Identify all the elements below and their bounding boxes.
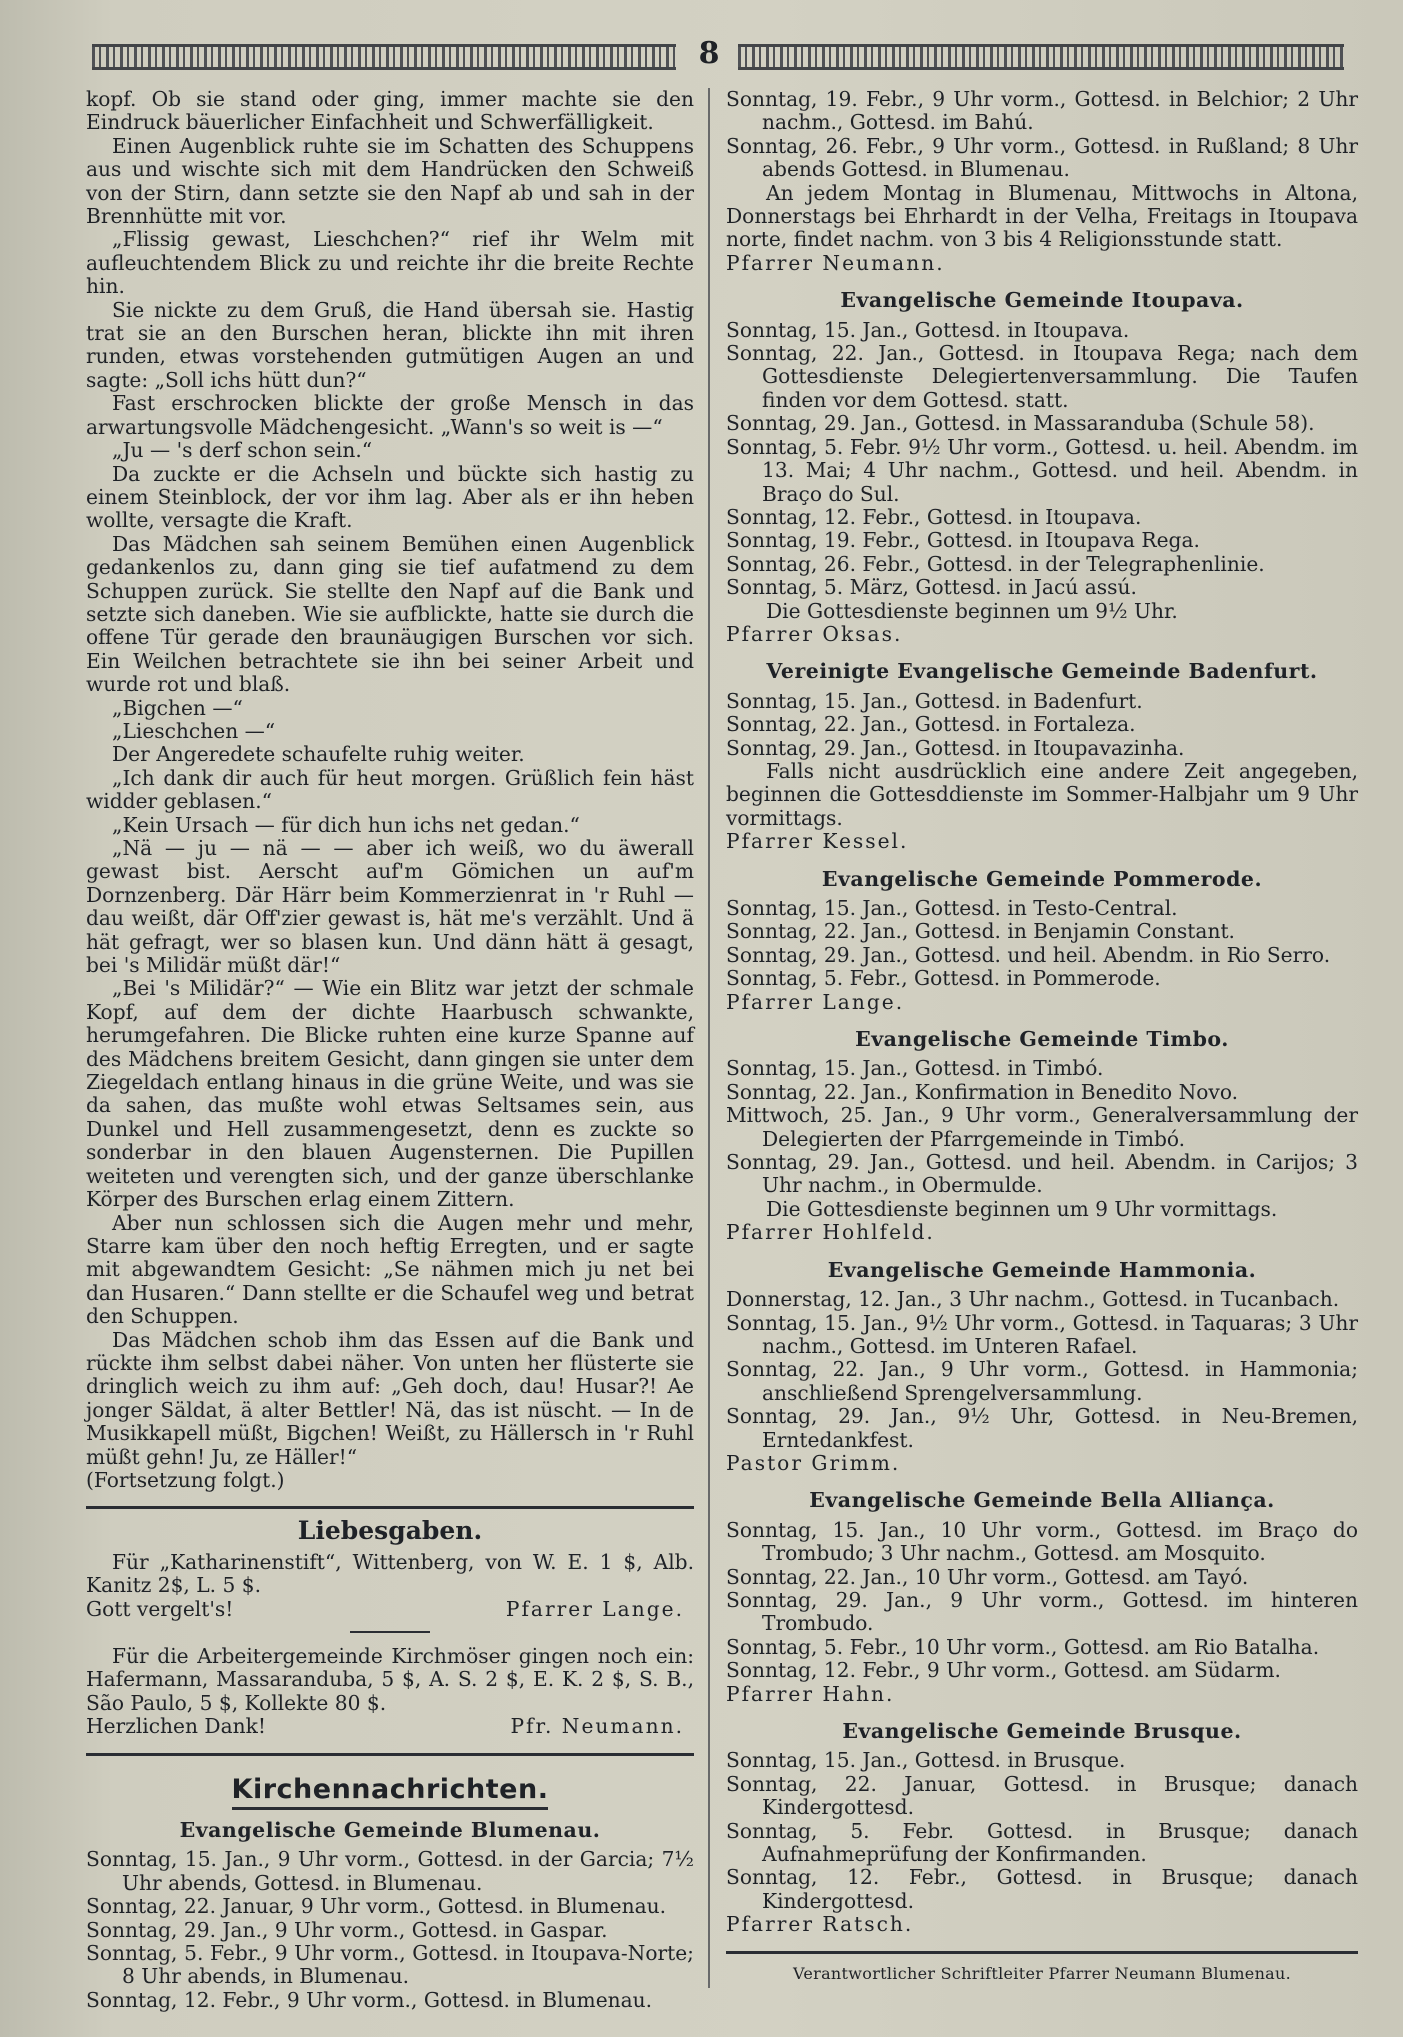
- gifts-section: [86, 1516, 694, 1739]
- short-divider: [350, 1631, 430, 1633]
- service-entry: Sonntag, 5. Febr., Gottesd. in Pommerode.: [726, 966, 1161, 991]
- pastor-signature: Pfarrer Ratsch.: [726, 1912, 914, 1937]
- service-entry: Sonntag, 29. Jan., 9½ Uhr, Gottesd. in Neu-Bremen, Erntedankfest.: [726, 1404, 1358, 1452]
- service-entry: Sonntag, 5. Febr. Gottesd. in Brusque; danach Aufnahmeprüfung der Konfirmanden.: [726, 1818, 1358, 1867]
- story-paragraph: „Bigchen —“: [112, 695, 243, 720]
- service-entry: Sonntag, 22. Jan., Konfirmation in Benedito Novo.: [726, 1079, 1239, 1104]
- service-entry: Sonntag, 15. Jan., Gottesd. in Testo-Central.: [726, 896, 1178, 920]
- story-paragraph: „Ich dank dir auch für heut morgen. Grüßlich fein häst widder geblasen.“: [86, 765, 694, 814]
- service-entry: Sonntag, 29. Jan., 9 Uhr vorm., Gottesd. in Gaspar.: [86, 1917, 608, 1942]
- service-entry: Sonntag, 15. Jan., 10 Uhr vorm., Gottesd. im Braço do Trombudo; 3 Uhr nachm., Gottesd. am Mosquito.: [726, 1517, 1358, 1566]
- congregation-itoupava: [726, 289, 1358, 646]
- service-entry: Sonntag, 5. März, Gottesd. in Jacú assú.: [726, 575, 1137, 600]
- header-ornament-right: [738, 44, 1344, 70]
- congregation-timbo: [726, 1028, 1358, 1245]
- service-entry: Sonntag, 22. Januar, 9 Uhr vorm., Gottesd. in Blumenau.: [86, 1894, 667, 1919]
- story-paragraph: Einen Augenblick ruhte sie im Schatten des Schuppens aus und wischte sich mit dem Handrücken den Schweiß von der Stirn, dann setzte sie den Napf ab und sah in der Brennhütte mit vor.: [86, 133, 694, 229]
- congregation-note: Falls nicht ausdrücklich eine andere Zeit angegeben, beginnen die Gottesddienste im Sommer-Halbjahr um 9 Uhr vormittags.: [726, 758, 1358, 830]
- church-news-heading-text: Kirchennachrichten.: [232, 1774, 549, 1810]
- service-entry: Sonntag, 12. Febr., 9 Uhr vorm., Gottesd. am Südarm.: [726, 1658, 1281, 1683]
- story-paragraph: „Bei 's Milidär?“ — Wie ein Blitz war jetzt der schmale Kopf, auf dem der dichte Haarbusch schwankte, herumgefahren. Die Blicke ruhten eine kurze Spanne auf des Mädchens breitem Gesicht, dann gingen sie unter dem Ziegeldach entlang hinaus in die grüne Weite, und was sie da sahen, das mußte wohl etwas Seltsames sein, aus Dunkel und Hell zusammengesetzt, denn es zuckte so sonderbar in den blauen Augensternen. Die Pupillen weiteten und verengten sich, und der ganze überschlanke Körper des Burschen erlag einem Zittern.: [86, 976, 694, 1212]
- page-number: 8: [698, 36, 720, 71]
- gift-footer: [86, 1715, 694, 1738]
- church-news-heading: [86, 1773, 694, 1805]
- service-entry: Sonntag, 29. Jan., Gottesd. in Massaranduba (Schule 58).: [726, 411, 1315, 436]
- service-entry: Sonntag, 5. Febr., 9 Uhr vorm., Gottesd. in Itoupava-Norte; 8 Uhr abends, in Blumenau.: [86, 1941, 694, 1989]
- pastor-signature: Pastor Grimm.: [726, 1450, 901, 1475]
- congregation-title: Evangelische Gemeinde Itoupava.: [840, 288, 1244, 313]
- footer-divider: [726, 1951, 1358, 1954]
- section-divider: [86, 1753, 694, 1756]
- service-entry: Sonntag, 15. Jan., 9 Uhr vorm., Gottesd. in der Garcia; 7½ Uhr abends, Gottesd. in Blumenau.: [86, 1847, 694, 1895]
- service-entry: Sonntag, 29. Jan., Gottesd. und heil. Abendm. in Rio Serro.: [726, 942, 1331, 967]
- service-entry: Sonntag, 19. Febr., Gottesd. in Itoupava Rega.: [726, 528, 1200, 553]
- service-entry: Sonntag, 29. Jan., 9 Uhr vorm., Gottesd. im hinteren Trombudo.: [726, 1587, 1358, 1636]
- gift-thanks: Herzlichen Dank!: [86, 1714, 266, 1739]
- service-entry: Sonntag, 12. Febr., 9 Uhr vorm., Gottesd. in Blumenau.: [86, 1987, 653, 2012]
- header-ornament-left: [92, 44, 676, 70]
- service-entry: Sonntag, 15. Jan., Gottesd. in Itoupava.: [726, 317, 1130, 342]
- congregation-title: Evangelische Gemeinde Brusque.: [842, 1719, 1242, 1743]
- gift-entry: Für die Arbeitergemeinde Kirchmöser gingen noch ein: Hafermann, Massaranduba, 5 $, A. S. 2 $, E. K. 2 $, S. B., São Paulo, 5 $, Kollekte 80 $.: [86, 1644, 694, 1715]
- service-entry: Sonntag, 29. Jan., Gottesd. in Itoupavazinha.: [726, 735, 1185, 760]
- gift-entry: Für „Katharinenstift“, Wittenberg, von W. E. 1 $, Alb. Kanitz 2$, L. 5 $.: [86, 1549, 694, 1598]
- story-paragraph: „Kein Ursach — für dich hun ichs net gedan.“: [112, 812, 580, 837]
- service-entry: Sonntag, 22. Januar, Gottesd. in Brusque; danach Kindergottesd.: [726, 1771, 1358, 1820]
- service-entry: Sonntag, 26. Febr., Gottesd. in der Telegraphenlinie.: [726, 551, 1265, 576]
- congregation-blumenau: [86, 1819, 694, 2012]
- story-paragraph: Aber nun schlossen sich die Augen mehr und mehr, Starre kam über den noch heftig Erregten, und er sagte mit abgewandtem Gesicht: „Se nähmen mich ju net bei dan Husaren.“ Dann stellte er die Schaufel weg und betrat den Schuppen.: [86, 1210, 694, 1329]
- congregation-title: Vereinigte Evangelische Gemeinde Badenfurt.: [766, 659, 1318, 684]
- gift-thanks: Gott vergelt's!: [86, 1596, 234, 1621]
- congregation-bella-allianca: [726, 1489, 1358, 1706]
- gift-signature: Pfarrer Lange.: [505, 1596, 684, 1621]
- service-entry: Sonntag, 5. Febr., 10 Uhr vorm., Gottesd. am Rio Batalha.: [726, 1634, 1320, 1659]
- congregation-title: Evangelische Gemeinde Hammonia.: [827, 1257, 1257, 1282]
- service-entry: Sonntag, 5. Febr. 9½ Uhr vorm., Gottesd. u. heil. Abendm. im 13. Mai; 4 Uhr nachm., Gottesd. und heil. Abendm. in Braço do Sul.: [726, 434, 1358, 506]
- story-paragraph: Das Mädchen schob ihm das Essen auf die Bank und rückte ihm selbst dabei näher. Von unten her flüsterte sie dringlich weich zu ihm auf: „Geh doch, dau! Husar?! Ae jonger Säldat, ä alter Bettler! Nä, das ist nüscht. — In de Musikkapell müßt, Bigchen! Weißt, zu Hällersch in 'r Ruhl müßt gehn! Ju, ze Häller!“: [86, 1327, 694, 1469]
- pastor-signature: Pfarrer Hohlfeld.: [726, 1220, 935, 1245]
- service-entry: Donnerstag, 12. Jan., 3 Uhr nachm., Gottesd. in Tucanbach.: [726, 1287, 1340, 1312]
- congregation-title: Evangelische Gemeinde Bella Alliança.: [809, 1488, 1275, 1513]
- right-column: [726, 88, 1358, 1985]
- story-paragraph: Das Mädchen sah seinem Bemühen einen Augenblick gedankenlos zu, dann ging sie tief aufatmend zu dem Schuppen zurück. Sie stellte den Napf auf die Bank und setzte sich daneben. Wie sie aufblickte, hatte sie durch die offene Tür gerade den braunäugigen Burschen vor sich. Ein Weilchen betrachtete sie ihn bei seiner Arbeit und wurde rot und blaß.: [86, 531, 694, 697]
- service-entry: Sonntag, 15. Jan., 9½ Uhr vorm., Gottesd. in Taquaras; 3 Uhr nachm., Gottesd. im Unteren Rafael.: [726, 1310, 1358, 1358]
- column-divider: [708, 88, 710, 1988]
- service-entry: Sonntag, 29. Jan., Gottesd. und heil. Abendm. in Carijos; 3 Uhr nachm., in Obermulde.: [726, 1150, 1358, 1198]
- story-paragraph: Da zuckte er die Achseln und bückte sich hastig zu einem Steinblock, der vor ihm lag. Aber als er ihn heben wollte, versagte die Kraft.: [86, 461, 694, 533]
- story-paragraph: Sie nickte zu dem Gruß, die Hand übersah sie. Hastig trat sie an den Burschen heran, blickte ihn mit ihren runden, etwas vorstehenden gutmütigen Augen an und sagte: „Soll ichs hütt dun?“: [86, 297, 694, 392]
- congregation-brusque: [726, 1720, 1358, 1937]
- service-entry: Sonntag, 15. Jan., Gottesd. in Badenfurt.: [726, 688, 1143, 713]
- section-divider: [86, 1506, 694, 1509]
- left-column: [86, 88, 694, 2012]
- pastor-signature: Pfarrer Neumann.: [726, 250, 945, 275]
- story-text: [86, 88, 694, 1492]
- service-entry: Sonntag, 15. Jan., Gottesd. in Brusque.: [726, 1748, 1126, 1773]
- congregation-hammonia: [726, 1259, 1358, 1476]
- congregation-blumenau-continued: [726, 88, 1358, 275]
- congregation-title: Evangelische Gemeinde Timbo.: [855, 1027, 1229, 1052]
- story-paragraph: kopf. Ob sie stand oder ging, immer machte sie den Eindruck bäuerlicher Einfachheit und Schwerfälligkeit.: [86, 87, 694, 135]
- service-entry: Sonntag, 26. Febr., 9 Uhr vorm., Gottesd. in Rußland; 8 Uhr abends Gottesd. in Blumenau.: [726, 133, 1358, 182]
- service-entry: Sonntag, 19. Febr., 9 Uhr vorm., Gottesd. in Belchior; 2 Uhr nachm., Gottesd. im Bahú.: [726, 87, 1358, 135]
- service-entry: Mittwoch, 25. Jan., 9 Uhr vorm., Generalversammlung der Delegierten der Pfarrgemeinde in Timbó.: [726, 1103, 1358, 1151]
- service-entry: Sonntag, 12. Febr., Gottesd. in Itoupava.: [726, 504, 1142, 529]
- story-paragraph: „Flissig gewast, Lieschchen?“ rief ihr Welm mit aufleuchtendem Blick zu und reichte ihr die breite Rechte hin.: [86, 227, 694, 299]
- congregation-title: Evangelische Gemeinde Pommerode.: [821, 866, 1263, 891]
- congregation-note: An jedem Montag in Blumenau, Mittwochs in Altona, Donnerstags bei Ehrhardt in der Velha, Freitags in Itoupava norte, findet nachm. von 3 bis 4 Religionsstunde statt.: [726, 180, 1358, 252]
- service-entry: Sonntag, 22. Jan., 10 Uhr vorm., Gottesd. am Tayó.: [726, 1564, 1249, 1589]
- service-entry: Sonntag, 22. Jan., Gottesd. in Benjamin Constant.: [726, 919, 1235, 944]
- editor-imprint: Verantwortlicher Schriftleiter Pfarrer Neumann Blumenau.: [792, 1963, 1292, 1983]
- service-entry: Sonntag, 12. Febr., Gottesd. in Brusque; danach Kindergottesd.: [726, 1865, 1358, 1913]
- pastor-signature: Pfarrer Kessel.: [726, 829, 909, 854]
- story-paragraph: Der Angeredete schaufelte ruhig weiter.: [112, 742, 525, 767]
- continuation-note: (Fortsetzung folgt.): [86, 1467, 285, 1492]
- pastor-signature: Pfarrer Lange.: [726, 989, 905, 1014]
- service-entry: Sonntag, 22. Jan., 9 Uhr vorm., Gottesd. in Hammonia; anschließend Sprengelversammlung.: [726, 1357, 1358, 1405]
- gifts-heading: Liebesgaben.: [297, 1516, 483, 1546]
- story-paragraph: „Lieschchen —“: [112, 718, 276, 743]
- story-paragraph: Fast erschrocken blickte der große Mensch in das arwartungsvolle Mädchengesicht. „Wann's so weit is —“: [86, 391, 694, 439]
- service-entry: Sonntag, 22. Jan., Gottesd. in Itoupava Rega; nach dem Gottesdienste Delegiertenversammlung. Die Taufen finden vor dem Gottesd. statt.: [726, 341, 1358, 412]
- gift-signature: Pfr. Neumann.: [510, 1714, 684, 1739]
- gift-footer: [86, 1598, 694, 1621]
- congregation-badenfurt: [726, 660, 1358, 853]
- congregation-title: Evangelische Gemeinde Blumenau.: [179, 1818, 601, 1843]
- congregation-pommerode: [726, 868, 1358, 1014]
- congregation-note: Die Gottesdienste beginnen um 9 Uhr vormittags.: [766, 1196, 1278, 1221]
- pastor-signature: Pfarrer Hahn.: [726, 1681, 895, 1706]
- service-entry: Sonntag, 15. Jan., Gottesd. in Timbó.: [726, 1056, 1104, 1081]
- pastor-signature: Pfarrer Oksas.: [726, 621, 903, 646]
- congregation-note: Die Gottesdienste beginnen um 9½ Uhr.: [766, 598, 1178, 623]
- service-entry: Sonntag, 22. Jan., Gottesd. in Fortaleza.: [726, 712, 1136, 737]
- story-paragraph: „Ju — 's derf schon sein.“: [112, 438, 373, 463]
- story-paragraph: „Nä — ju — nä — — aber ich weiß, wo du äwerall gewast bist. Aerscht auf'm Gömichen un auf'm Dornzenberg. Där Härr beim Kommerzienrat in 'r Ruhl — dau weißt, där Off'zier gewast is, hät me's verzählt. Und ä hät gefragt, wer so blasen kun. Und dänn hätt ä gesagt, bei 's Milidär müßt där!“: [86, 836, 694, 978]
